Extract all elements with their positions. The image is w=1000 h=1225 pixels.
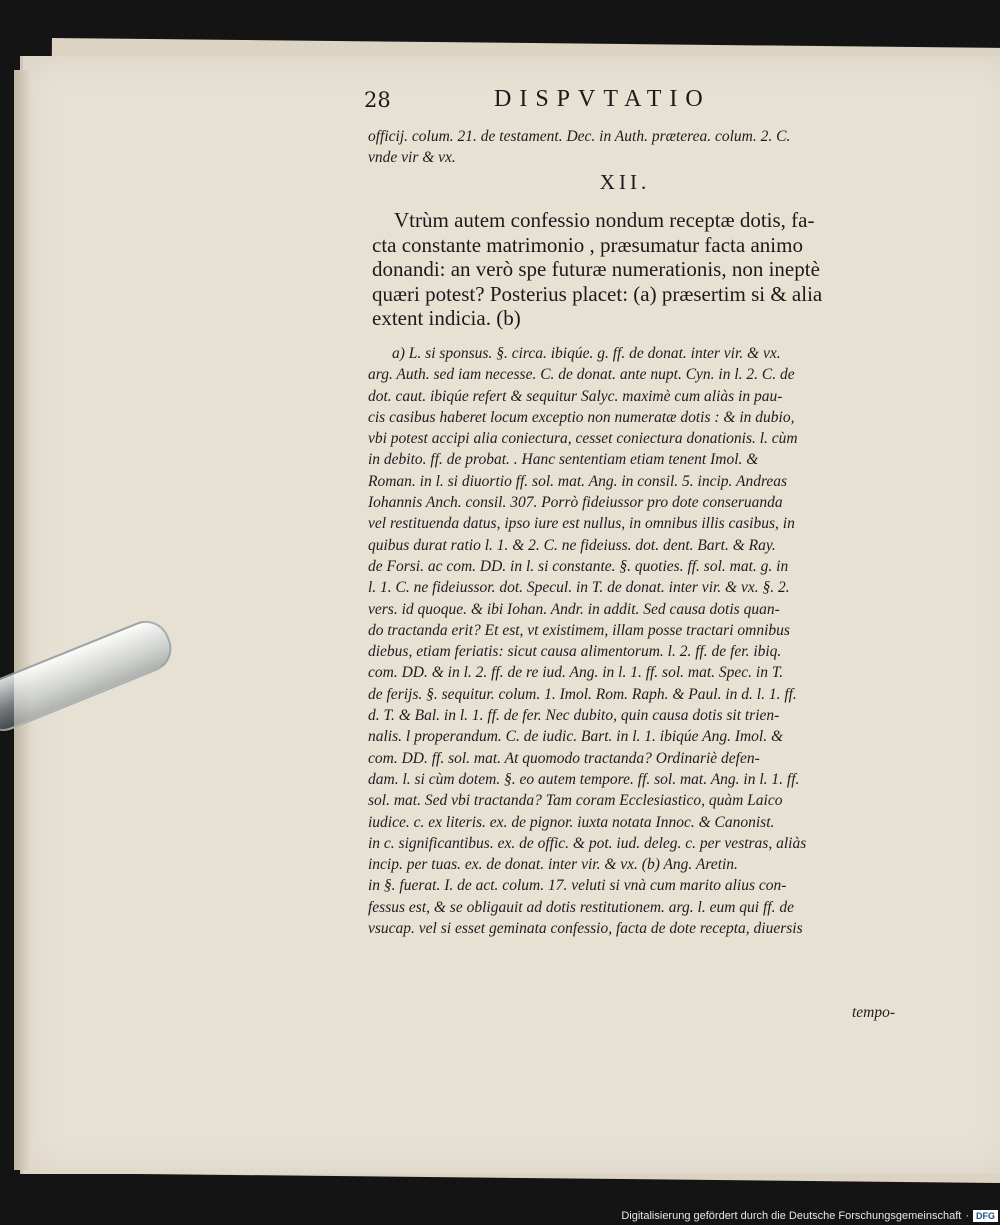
page-number: 28	[364, 88, 391, 112]
note-line: a) L. si sponsus. §. circa. ibiqúe. g. ff. de donat. inter vir. & vx.	[392, 345, 781, 362]
footer-credit: Digitalisierung gefördert durch die Deutsche Forschungsgemeinschaft	[621, 1210, 962, 1222]
note-line: com. DD. & in l. 2. ff. de re iud. Ang. in l. 1. ff. sol. mat. Spec. in T.	[368, 664, 784, 682]
text-line: donandi: an verò spe futuræ numerationis, non ineptè	[372, 257, 820, 281]
text-line: vnde vir & vx.	[368, 149, 456, 167]
note-line: arg. Auth. sed iam necesse. C. de donat. ante nupt. Cyn. in l. 2. C. de	[368, 366, 795, 384]
dfg-logo: DFG	[973, 1210, 998, 1222]
catchword: tempo-	[852, 1004, 896, 1021]
note-line: dam. l. si cùm dotem. §. eo autem tempore. ff. sol. mat. Ang. in l. 1. ff.	[368, 770, 800, 788]
note-line: nalis. l properandum. C. de iudic. Bart. in l. 1. ibiqúe Ang. Imol. &	[368, 728, 784, 746]
note-line: vbi potest accipi alia coniectura, cesset coniectura donationis. l. cùm	[368, 430, 798, 448]
note-line: cis casibus haberet locum exceptio non numeratæ dotis : & in dubio,	[368, 408, 795, 426]
footer-separator: ·	[965, 1210, 969, 1222]
note-line: d. T. & Bal. in l. 1. ff. de fer. Nec dubito, quin causa dotis sit trien-	[368, 707, 780, 725]
text-line: officij. colum. 21. de testament. Dec. in Auth. præterea. colum. 2. C.	[368, 128, 791, 145]
text-line: cta constante matrimonio , præsumatur facta animo	[372, 232, 803, 257]
note-line: vers. id quoque. & ibi Iohan. Andr. in addit. Sed causa dotis quan-	[368, 600, 780, 618]
digitization-footer	[621, 1207, 1000, 1225]
text-line: Vtrùm autem confessio nondum receptæ dotis, fa-	[394, 208, 815, 232]
note-line: in §. fuerat. I. de act. colum. 17. veluti si vnà cum marito alius con-	[368, 877, 787, 895]
note-line: incip. per tuas. ex. de donat. inter vir. & vx. (b) Ang. Aretin.	[368, 856, 738, 874]
note-line: do tractanda erit? Et est, vt existimem, illam posse tractari omnibus	[368, 621, 790, 639]
note-line: com. DD. ff. sol. mat. At quomodo tractanda? Ordinariè defen-	[368, 749, 760, 767]
text-line: quæri potest? Posterius placet: (a) præsertim si & alia	[372, 281, 823, 306]
note-line: de ferijs. §. sequitur. colum. 1. Imol. Rom. Raph. & Paul. in d. l. 1. ff.	[368, 685, 797, 703]
note-line: dot. caut. ibiqúe refert & sequitur Salyc. maximè cum aliàs in pau-	[368, 387, 783, 405]
page-edge	[14, 70, 32, 1170]
note-line: vsucap. vel si esset geminata confessio, facta de dote recepta, diuersis	[368, 920, 803, 938]
note-line: Iohannis Anch. consil. 307. Porrò fideiussor pro dote conseruanda	[368, 494, 783, 512]
note-line: diebus, etiam feriatis: sicut causa alimentorum. l. 2. ff. de fer. ibiq.	[368, 643, 782, 661]
running-title: DISPVTATIO	[494, 86, 711, 112]
intro-lines	[368, 126, 908, 169]
note-line: l. 1. C. ne fideiussor. dot. Specul. in T. de donat. inter vir. & vx. §. 2.	[368, 579, 790, 597]
note-line: in c. significantibus. ex. de offic. & pot. iud. deleg. c. per vestras, aliàs	[368, 834, 807, 852]
note-line: sol. mat. Sed vbi tractanda? Tam coram Ecclesiastico, quàm Laico	[368, 792, 783, 810]
note-line: in debito. ff. de probat. . Hanc sententiam etiam tenent Imol. &	[368, 451, 759, 469]
note-line: Roman. in l. si diuortio ff. sol. mat. Ang. in consil. 5. incip. Andreas	[368, 472, 788, 490]
text-line: extent indicia. (b)	[372, 306, 521, 330]
note-line: fessus est, & se obligauit ad dotis restitutionem. arg. l. eum qui ff. de	[368, 898, 794, 916]
note-line: vel restituenda datus, ipso iure est nullus, in omnibus illis casibus, in	[368, 515, 795, 533]
section-number: XII.	[599, 170, 651, 194]
note-line: quibus durat ratio l. 1. & 2. C. ne fideiuss. dot. dent. Bart. & Ray.	[368, 536, 776, 554]
note-line: de Forsi. ac com. DD. in l. si constante. §. quoties. ff. sol. mat. g. in	[368, 557, 789, 575]
note-line: iudice. c. ex literis. ex. de pignor. iuxta notata Innoc. & Canonist.	[368, 813, 775, 831]
main-paragraph	[372, 208, 912, 331]
footnotes	[368, 343, 908, 939]
